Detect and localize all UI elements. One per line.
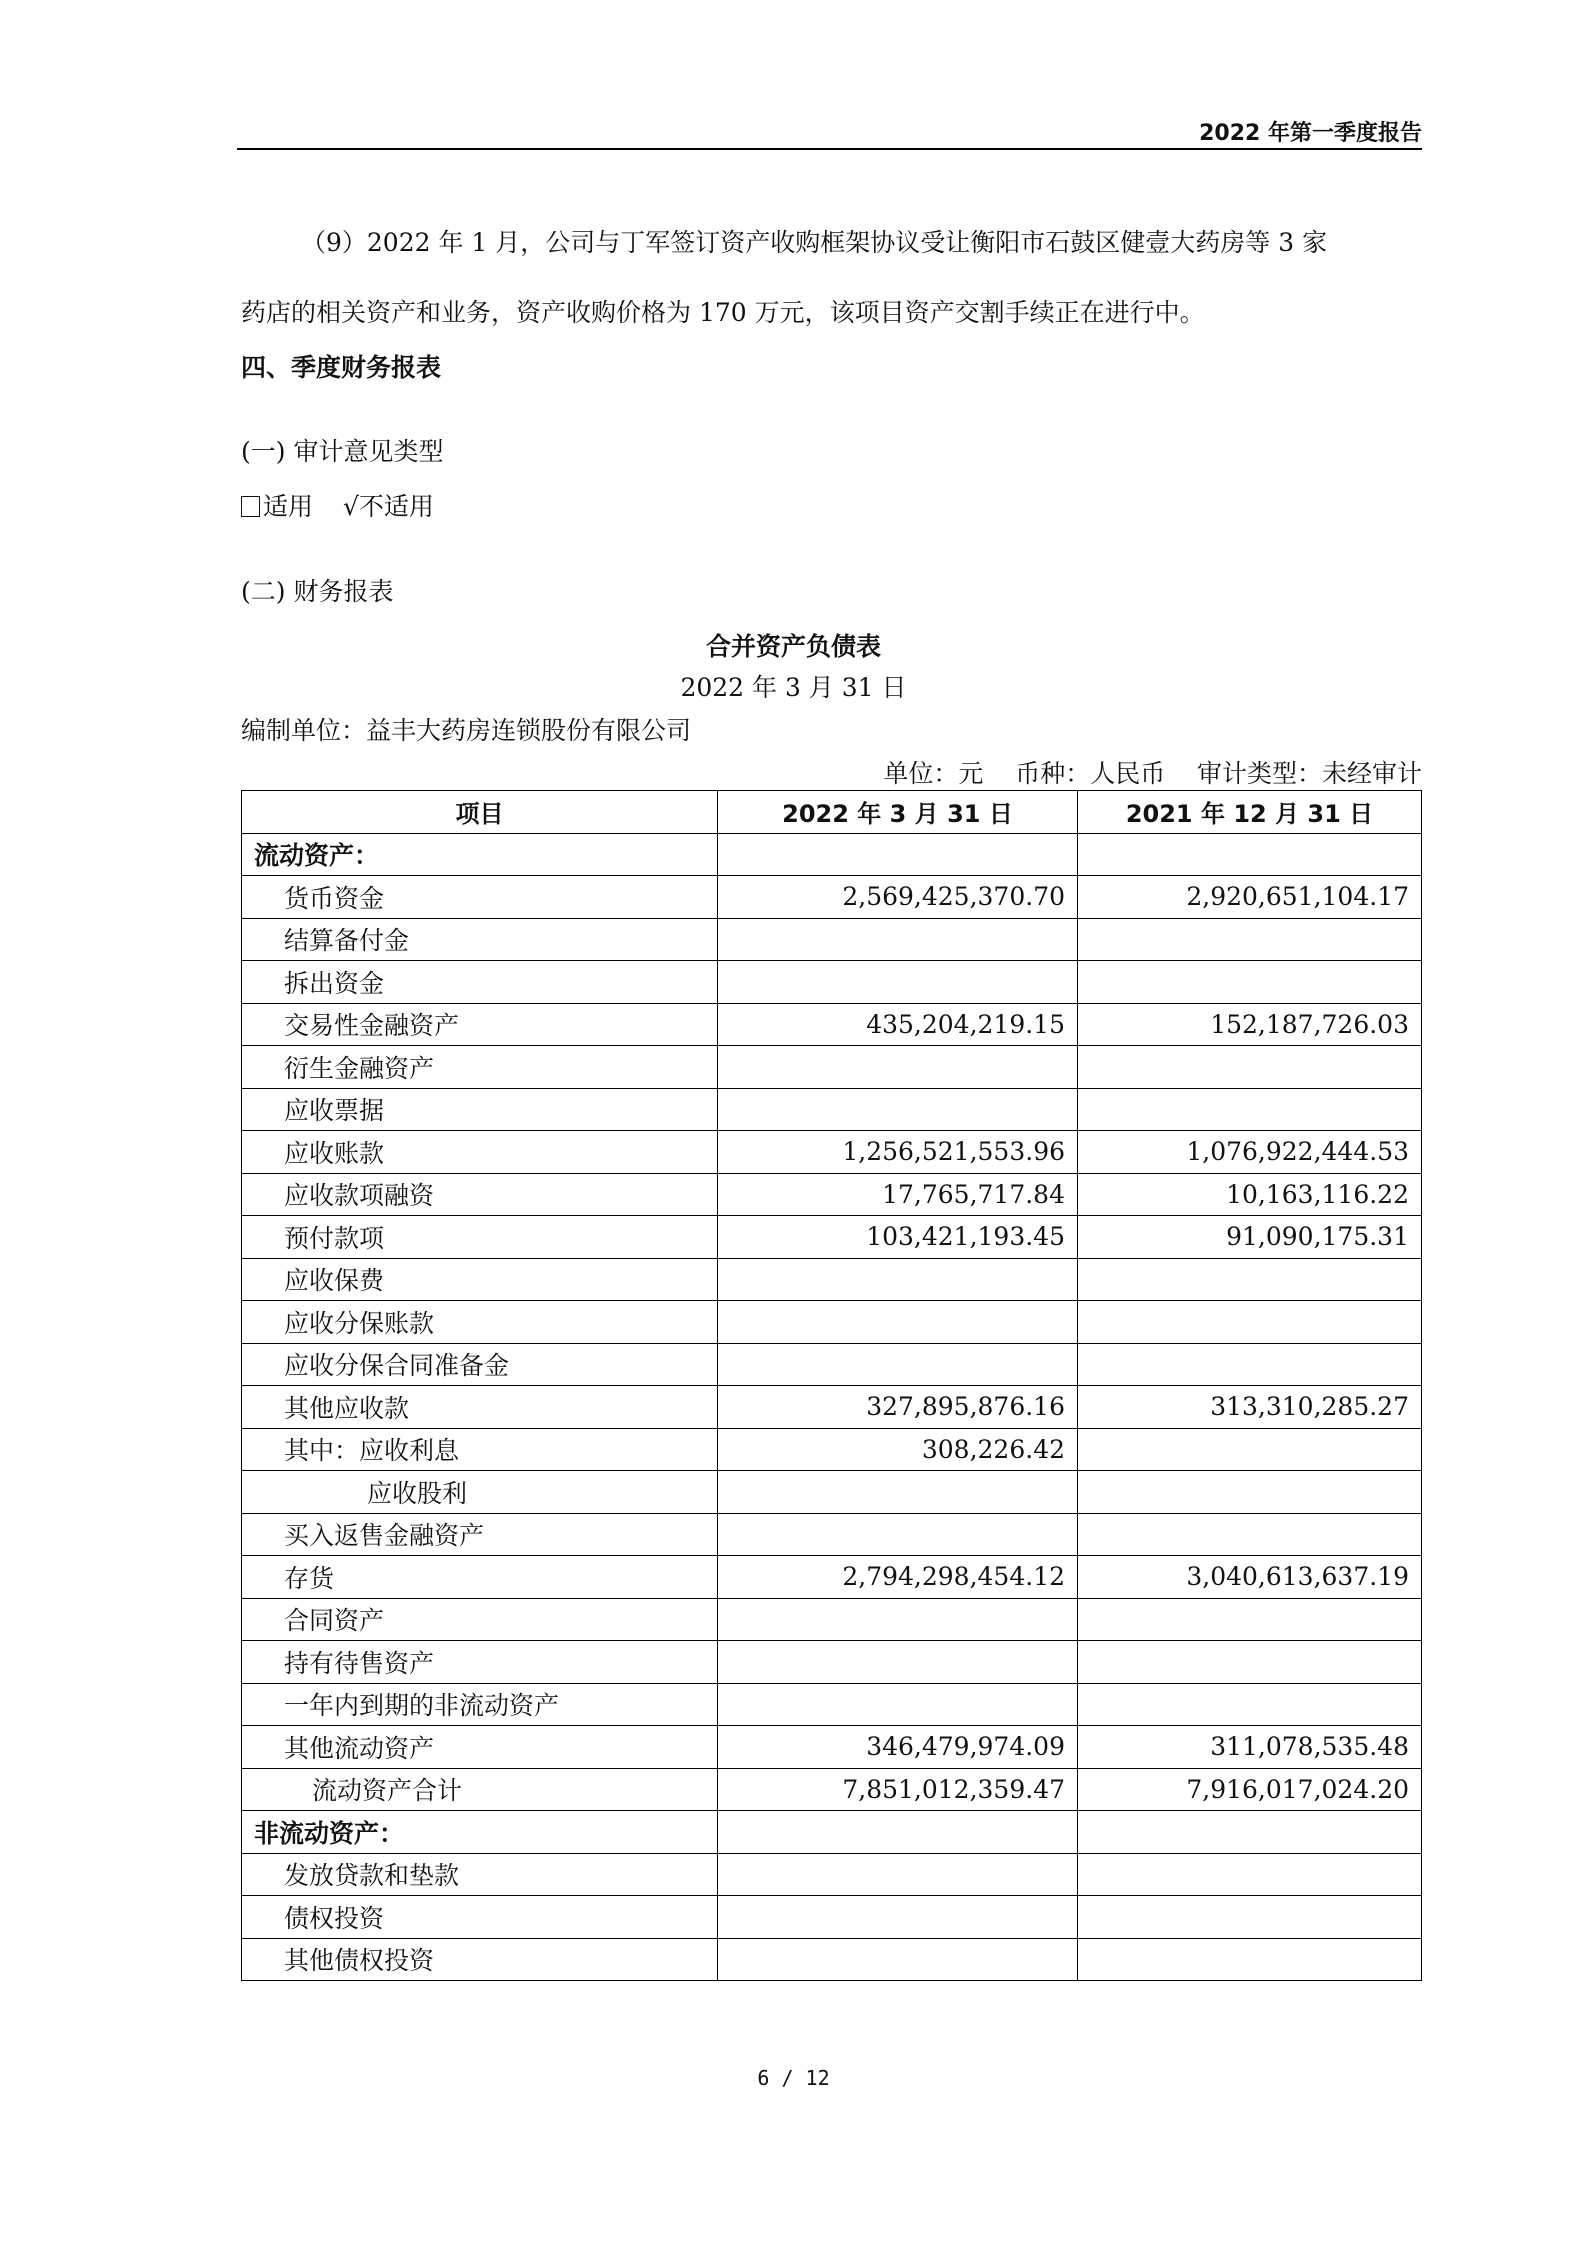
cell-item: 其他流动资产	[242, 1726, 718, 1769]
table-row	[242, 1088, 1422, 1131]
cell-previous: 10,163,116.22	[1078, 1173, 1422, 1216]
table-row	[242, 1896, 1422, 1939]
table-row	[242, 1556, 1422, 1599]
cell-previous	[1078, 1683, 1422, 1726]
option-applicable: 适用	[263, 492, 314, 521]
cell-previous	[1078, 1428, 1422, 1471]
cell-previous	[1078, 1258, 1422, 1301]
cell-previous	[1078, 1343, 1422, 1386]
cell-item: 应收账款	[242, 1131, 718, 1174]
table-row	[242, 1046, 1422, 1089]
cell-current	[718, 1343, 1078, 1386]
cell-item: 交易性金融资产	[242, 1003, 718, 1046]
column-header-previous: 2021 年 12 月 31 日	[1078, 791, 1422, 834]
audit-opinion-heading: (一) 审计意见类型	[241, 437, 444, 466]
table-row	[242, 1471, 1422, 1514]
cell-previous: 7,916,017,024.20	[1078, 1768, 1422, 1811]
cell-previous	[1078, 1088, 1422, 1131]
column-header-item: 项目	[242, 791, 718, 834]
cell-previous	[1078, 1896, 1422, 1939]
page-header	[237, 112, 1422, 150]
cell-current	[718, 1046, 1078, 1089]
cell-previous	[1078, 1598, 1422, 1641]
cell-previous: 2,920,651,104.17	[1078, 876, 1422, 919]
cell-previous	[1078, 833, 1422, 876]
table-row	[242, 1853, 1422, 1896]
cell-item: 买入返售金融资产	[242, 1513, 718, 1556]
cell-item: 一年内到期的非流动资产	[242, 1683, 718, 1726]
cell-item: 应收保费	[242, 1258, 718, 1301]
cell-previous	[1078, 918, 1422, 961]
table-row	[242, 1811, 1422, 1854]
cell-current: 346,479,974.09	[718, 1726, 1078, 1769]
cell-current	[718, 1641, 1078, 1684]
cell-current: 2,794,298,454.12	[718, 1556, 1078, 1599]
table-row	[242, 1258, 1422, 1301]
cell-previous: 1,076,922,444.53	[1078, 1131, 1422, 1174]
cell-item: 应收股利	[242, 1471, 718, 1514]
table-row	[242, 1641, 1422, 1684]
cell-previous	[1078, 1641, 1422, 1684]
cell-previous	[1078, 961, 1422, 1004]
cell-previous: 91,090,175.31	[1078, 1216, 1422, 1259]
check-mark-icon: √	[342, 492, 359, 521]
cell-item: 发放贷款和垫款	[242, 1853, 718, 1896]
cell-item: 存货	[242, 1556, 718, 1599]
table-row	[242, 1726, 1422, 1769]
cell-previous: 311,078,535.48	[1078, 1726, 1422, 1769]
table-row	[242, 833, 1422, 876]
cell-item: 流动资产合计	[242, 1768, 718, 1811]
cell-item: 应收款项融资	[242, 1173, 718, 1216]
intro-paragraph	[241, 208, 1421, 348]
cell-current	[718, 1896, 1078, 1939]
cell-item: 合同资产	[242, 1598, 718, 1641]
cell-item: 货币资金	[242, 876, 718, 919]
table-row	[242, 961, 1422, 1004]
table-row	[242, 1598, 1422, 1641]
cell-previous	[1078, 1853, 1422, 1896]
cell-current	[718, 961, 1078, 1004]
cell-previous: 3,040,613,637.19	[1078, 1556, 1422, 1599]
cell-previous	[1078, 1301, 1422, 1344]
cell-item: 其他债权投资	[242, 1938, 718, 1981]
cell-previous	[1078, 1513, 1422, 1556]
unit-line: 单位：元 币种：人民币 审计类型：未经审计	[883, 759, 1422, 788]
report-title: 2022 年第一季度报告	[1199, 121, 1422, 146]
company-line: 编制单位：益丰大药房连锁股份有限公司	[241, 716, 692, 745]
cell-current: 435,204,219.15	[718, 1003, 1078, 1046]
page-number: 6 / 12	[757, 2066, 830, 2090]
table-row	[242, 1216, 1422, 1259]
cell-current	[718, 1513, 1078, 1556]
cell-item: 结算备付金	[242, 918, 718, 961]
cell-item: 拆出资金	[242, 961, 718, 1004]
cell-current: 1,256,521,553.96	[718, 1131, 1078, 1174]
table-row	[242, 1173, 1422, 1216]
cell-current: 2,569,425,370.70	[718, 876, 1078, 919]
table-date: 2022 年 3 月 31 日	[680, 673, 907, 702]
cell-item: 流动资产：	[242, 833, 718, 876]
cell-current	[718, 1683, 1078, 1726]
cell-item: 非流动资产：	[242, 1811, 718, 1854]
cell-previous	[1078, 1471, 1422, 1514]
table-row	[242, 918, 1422, 961]
cell-current	[718, 1598, 1078, 1641]
cell-item: 预付款项	[242, 1216, 718, 1259]
cell-current	[718, 1938, 1078, 1981]
cell-item: 衍生金融资产	[242, 1046, 718, 1089]
cell-current	[718, 1301, 1078, 1344]
table-row	[242, 1301, 1422, 1344]
cell-item: 应收票据	[242, 1088, 718, 1131]
cell-current: 327,895,876.16	[718, 1386, 1078, 1429]
table-header-row	[242, 791, 1422, 834]
cell-current	[718, 1471, 1078, 1514]
cell-item: 其他应收款	[242, 1386, 718, 1429]
cell-current	[718, 833, 1078, 876]
cell-previous: 313,310,285.27	[1078, 1386, 1422, 1429]
table-row	[242, 1131, 1422, 1174]
cell-previous	[1078, 1046, 1422, 1089]
cell-current	[718, 1811, 1078, 1854]
cell-previous	[1078, 1811, 1422, 1854]
cell-current: 7,851,012,359.47	[718, 1768, 1078, 1811]
table-row	[242, 1343, 1422, 1386]
intro-line-2: 药店的相关资产和业务，资产收购价格为 170 万元，该项目资产交割手续正在进行中。	[241, 298, 1205, 327]
cell-item: 持有待售资产	[242, 1641, 718, 1684]
cell-previous	[1078, 1938, 1422, 1981]
audit-options	[241, 487, 434, 523]
cell-current	[718, 1853, 1078, 1896]
cell-item: 其中：应收利息	[242, 1428, 718, 1471]
cell-item: 应收分保合同准备金	[242, 1343, 718, 1386]
column-header-current: 2022 年 3 月 31 日	[718, 791, 1078, 834]
checkbox-icon	[241, 496, 260, 517]
section-heading: 四、季度财务报表	[241, 353, 442, 382]
table-row	[242, 876, 1422, 919]
cell-current: 103,421,193.45	[718, 1216, 1078, 1259]
table-row	[242, 1938, 1422, 1981]
cell-current: 308,226.42	[718, 1428, 1078, 1471]
cell-item: 债权投资	[242, 1896, 718, 1939]
option-not-applicable: 不适用	[358, 492, 434, 521]
balance-sheet-table	[241, 790, 1422, 1981]
table-row	[242, 1003, 1422, 1046]
cell-current: 17,765,717.84	[718, 1173, 1078, 1216]
cell-current	[718, 1088, 1078, 1131]
statements-heading: (二) 财务报表	[241, 577, 394, 606]
table-row	[242, 1683, 1422, 1726]
table-row	[242, 1428, 1422, 1471]
table-row	[242, 1513, 1422, 1556]
cell-current	[718, 1258, 1078, 1301]
cell-item: 应收分保账款	[242, 1301, 718, 1344]
intro-line-1: （9）2022 年 1 月，公司与丁军签订资产收购框架协议受让衡阳市石鼓区健壹大药房等 3 家	[301, 228, 1328, 257]
cell-current	[718, 918, 1078, 961]
table-row	[242, 1386, 1422, 1429]
table-title: 合并资产负债表	[705, 632, 881, 661]
table-row	[242, 1768, 1422, 1811]
cell-previous: 152,187,726.03	[1078, 1003, 1422, 1046]
